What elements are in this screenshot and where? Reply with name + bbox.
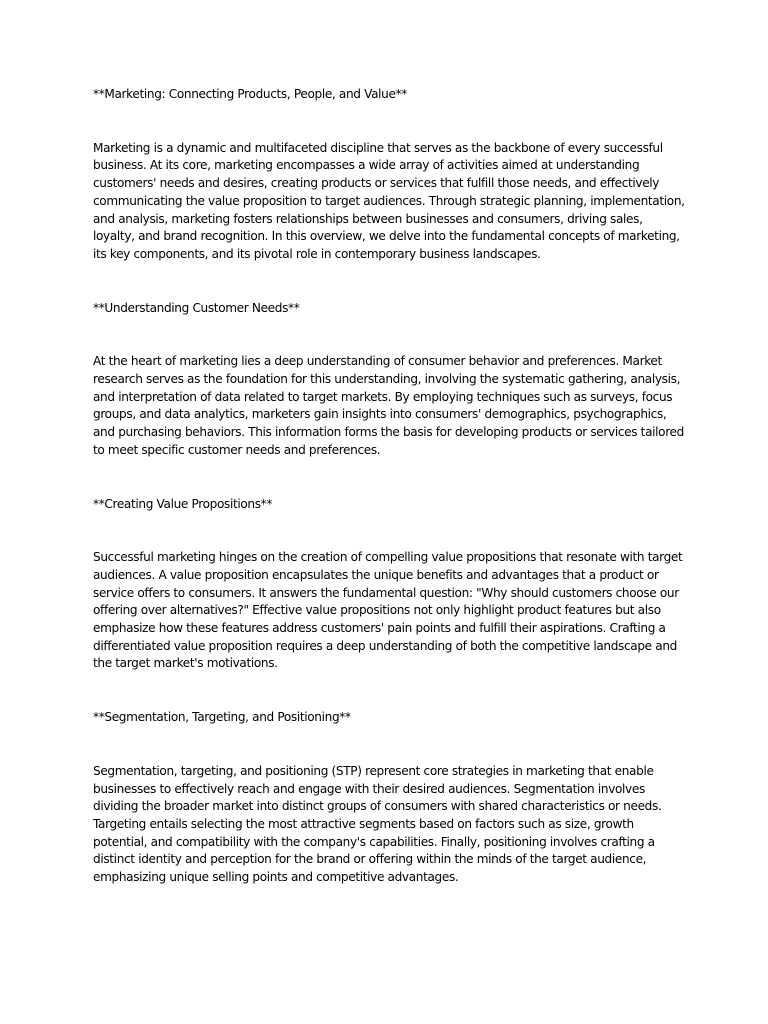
- section-heading-stp: **Segmentation, Targeting, and Positioning**: [93, 710, 351, 725]
- spacer: [93, 317, 687, 353]
- section-heading-customer-needs: **Understanding Customer Needs**: [93, 300, 300, 315]
- spacer: [93, 513, 687, 549]
- section-heading-value-propositions: **Creating Value Propositions**: [93, 496, 273, 511]
- section-paragraph-stp: Segmentation, targeting, and positioning (STP) represent core strategies in marketing that enable businesses to effectively reach and engage with their desired audiences. Segmentation involves dividing the broader market into distinct groups of consumers with shared characteristics or needs. Targeting entails selecting the most attractive segments based on factors such as size, growth potential, and compatibility with the company's capabilities. Finally, positioning involves crafting a distinct identity and perception for the brand or offering within the minds of the target audience, emphasizing unique selling points and competitive advantages.: [93, 763, 662, 885]
- spacer: [93, 460, 687, 496]
- spacer: [93, 727, 687, 763]
- section-paragraph-marketing: Marketing is a dynamic and multifaceted discipline that serves as the backbone of every successful business. At its core, marketing encompasses a wide array of activities aimed at understanding customers' needs and desires, creating products or services that fulfill those needs, and effectively communicating the value proposition to target audiences. Through strategic planning, implementation, and analysis, marketing fosters relationships between businesses and consumers, driving sales, loyalty, and brand recognition. In this overview, we delve into the fundamental concepts of marketing, its key components, and its pivotal role in contemporary business landscapes.: [93, 140, 685, 261]
- spacer: [93, 264, 687, 300]
- spacer: [93, 104, 687, 140]
- section-paragraph-value-propositions: Successful marketing hinges on the creation of compelling value propositions that resonate with target audiences. A value proposition encapsulates the unique benefits and advantages that a product or service offers to consumers. It answers the fundamental question: "Why should customers choose our offering over alternatives?" Effective value propositions not only highlight product features but also emphasize how these features address customers' pain points and fulfill their aspirations. Crafting a differentiated value proposition requires a deep understanding of both the competitive landscape and the target market's motivations.: [93, 550, 683, 671]
- document-body: [93, 86, 687, 887]
- spacer: [93, 673, 687, 709]
- section-paragraph-customer-needs: At the heart of marketing lies a deep understanding of consumer behavior and preferences. Market research serves as the foundation for this understanding, involving the systematic gathering, analysis, and interpretation of data related to target markets. By employing techniques such as surveys, focus groups, and data analytics, marketers gain insights into consumers' demographics, psychographics, and purchasing behaviors. This information forms the basis for developing products or services tailored to meet specific customer needs and preferences.: [93, 354, 684, 457]
- section-heading-marketing: **Marketing: Connecting Products, People, and Value**: [93, 87, 407, 101]
